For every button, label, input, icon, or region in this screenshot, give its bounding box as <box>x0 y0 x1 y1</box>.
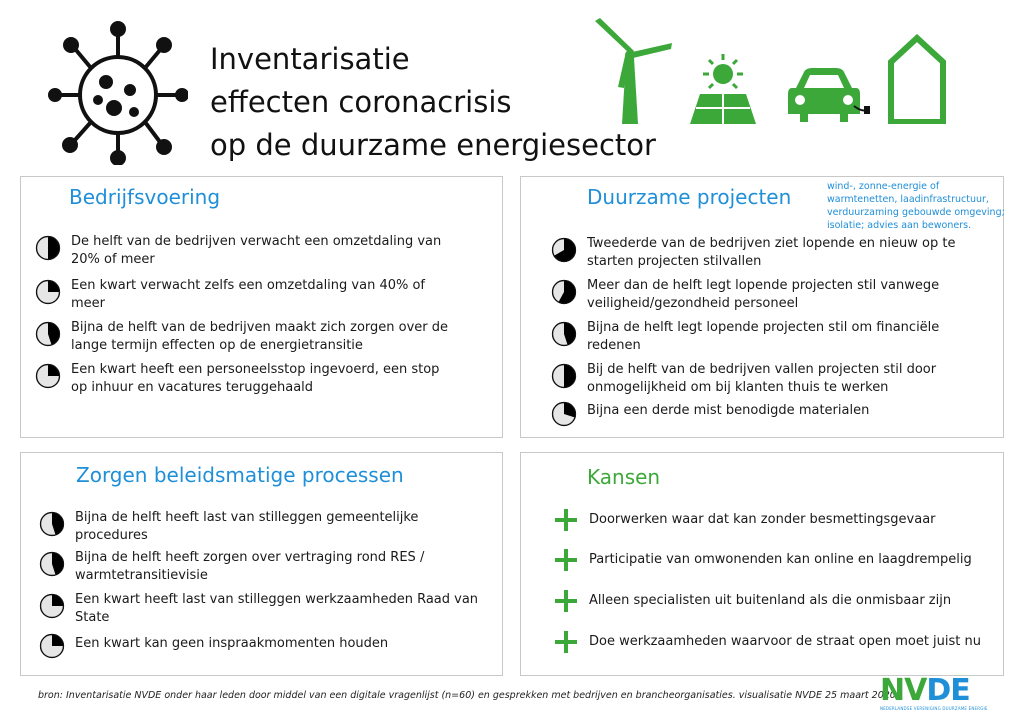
item-text: Participatie van omwonenden kan online en laagdrempelig <box>589 552 972 567</box>
item-text: Een kwart heeft last van stilleggen werkzaamheden Raad van <box>75 592 479 607</box>
list-item <box>551 319 971 355</box>
nvde-logo <box>880 673 988 716</box>
logo-subtitle: NEDERLANDSE VERENIGING DUURZAME ENERGIE <box>880 706 988 711</box>
item-text: 20% of meer <box>71 252 155 267</box>
pie-icon <box>551 279 577 305</box>
item-text: op inhuur en vacatures teruggehaald <box>71 380 314 395</box>
projects-note: wind-, zonne-energie of warmtenetten, laadinfrastructuur, verduurzaming gebouwde omgeving; isolatie; advies aan bewoners. <box>827 181 1005 231</box>
item-text: Doe werkzaamheden waarvoor de straat open moet juist nu <box>589 634 981 649</box>
list-item <box>555 509 985 531</box>
pie-icon <box>39 593 65 619</box>
pie-icon <box>39 551 65 577</box>
pie-icon <box>35 279 61 305</box>
item-text: Bijna de helft van de bedrijven maakt zich zorgen over de <box>71 320 449 335</box>
list-item <box>555 549 985 571</box>
pie-icon <box>551 237 577 263</box>
item-text: State <box>75 610 110 625</box>
item-text: Bijna de helft heeft last van stilleggen gemeentelijke <box>75 510 419 525</box>
item-text: redenen <box>587 338 641 353</box>
list-item <box>35 277 465 313</box>
item-text: De helft van de bedrijven verwacht een omzetdaling van <box>71 234 442 249</box>
wind-turbine-icon <box>590 18 672 126</box>
list-item <box>39 509 479 545</box>
pie-icon <box>551 401 577 427</box>
pie-icon <box>35 321 61 347</box>
list-item <box>35 361 465 397</box>
pie-icon <box>39 511 65 537</box>
virus-icon <box>48 20 188 165</box>
plus-icon <box>555 590 577 612</box>
item-text: Bijna de helft heeft zorgen over vertraging rond RES / <box>75 550 425 565</box>
item-text: Een kwart heeft een personeelsstop ingevoerd, een stop <box>71 362 440 377</box>
item-text: starten projecten stilvallen <box>587 254 762 269</box>
panel-bedrijfsvoering <box>20 176 503 438</box>
plus-icon <box>555 509 577 531</box>
title-line-1: Inventarisatie <box>210 42 410 76</box>
electric-car-icon <box>782 66 872 126</box>
list-item <box>35 233 465 269</box>
item-text: Meer dan de helft legt lopende projecten stil vanwege <box>587 278 940 293</box>
list-item <box>555 631 985 653</box>
list-item <box>555 590 985 612</box>
list-item <box>39 631 479 659</box>
pie-icon <box>35 363 61 389</box>
logo-part-1: NV <box>880 673 927 708</box>
item-text: Bij de helft van de bedrijven vallen projecten stil door <box>587 362 937 377</box>
pie-icon <box>39 633 65 659</box>
list-item <box>39 591 479 627</box>
heading-kansen: Kansen <box>587 465 661 489</box>
item-text: Bijna de helft legt lopende projecten stil om financiële <box>587 320 940 335</box>
footer-source: bron: Inventarisatie NVDE onder haar leden door middel van een digitale vragenlijst (n=60) en gesprekken met bedrijven en brancheorganisaties. visualisatie NVDE 25 maart 2020 <box>38 690 896 701</box>
pie-icon <box>551 363 577 389</box>
heading-duurzame-projecten: Duurzame projecten <box>587 185 792 209</box>
heading-zorgen: Zorgen beleidsmatige processen <box>76 463 404 487</box>
item-text: Alleen specialisten uit buitenland als die onmisbaar zijn <box>589 593 952 608</box>
item-text: warmtetransitievisie <box>75 568 208 583</box>
heading-bedrijfsvoering: Bedrijfsvoering <box>69 185 221 209</box>
item-text: Tweederde van de bedrijven ziet lopende en nieuw op te <box>587 236 956 251</box>
solar-panel-icon <box>686 52 760 126</box>
panel-zorgen <box>20 452 503 676</box>
list-item <box>551 235 971 271</box>
house-icon <box>886 34 948 124</box>
list-item <box>35 319 465 355</box>
item-text: Een kwart verwacht zelfs een omzetdaling van 40% of <box>71 278 426 293</box>
plus-icon <box>555 549 577 571</box>
list-item <box>551 399 971 427</box>
title-line-2: effecten coronacrisis <box>210 85 512 119</box>
item-text: Doorwerken waar dat kan zonder besmettingsgevaar <box>589 512 936 527</box>
title-line-3: op de duurzame energiesector <box>210 128 656 162</box>
list-item <box>551 361 971 397</box>
plus-icon <box>555 631 577 653</box>
list-item <box>551 277 971 313</box>
item-text: meer <box>71 296 106 311</box>
item-text: veiligheid/gezondheid personeel <box>587 296 799 311</box>
item-text: lange termijn effecten op de energietransitie <box>71 338 363 353</box>
item-text: procedures <box>75 528 148 543</box>
item-text: Een kwart kan geen inspraakmomenten houden <box>75 636 389 651</box>
pie-icon <box>551 321 577 347</box>
item-text: Bijna een derde mist benodigde materialen <box>587 403 870 418</box>
pie-icon <box>35 235 61 261</box>
item-text: onmogelijkheid om bij klanten thuis te werken <box>587 380 889 395</box>
logo-part-2: DE <box>926 673 970 708</box>
panel-kansen <box>520 452 1004 676</box>
list-item <box>39 549 479 585</box>
